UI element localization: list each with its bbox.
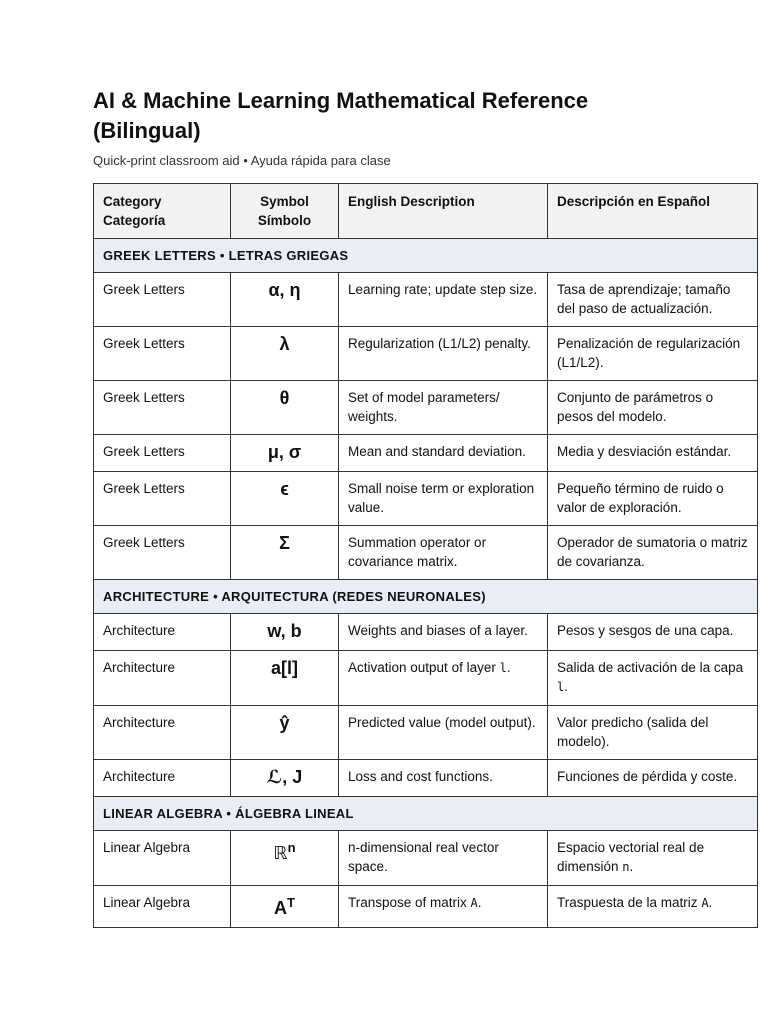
cell-english: Predicted value (model output).: [339, 706, 548, 760]
text-part: .: [506, 660, 511, 675]
header-english: English Description: [339, 184, 548, 239]
table-row: [94, 472, 758, 526]
header-category-es: Categoría: [103, 213, 166, 228]
cell-category: Greek Letters: [94, 435, 231, 472]
cell-spanish: Penalización de regularización (L1/L2).: [548, 327, 758, 381]
cell-category: Linear Algebra: [94, 886, 231, 928]
cell-spanish: [548, 886, 758, 928]
cell-symbol: θ: [231, 381, 339, 435]
cell-spanish: Media y desviación estándar.: [548, 435, 758, 472]
text-part: .: [708, 895, 713, 910]
table-row: [94, 435, 758, 472]
table-row: [94, 614, 758, 651]
header-symbol: [231, 184, 339, 239]
text-part: Espacio vectorial real de dimensión: [557, 840, 705, 874]
cell-english: [339, 831, 548, 886]
cell-category: Greek Letters: [94, 472, 231, 526]
cell-symbol: α, η: [231, 273, 339, 327]
text-part: Transpose of matrix: [348, 895, 471, 910]
table-row: [94, 273, 758, 327]
cell-spanish: [548, 651, 758, 706]
header-category-en: Category: [103, 194, 162, 209]
cell-english: Set of model parameters/ weights.: [339, 381, 548, 435]
cell-symbol: Σ: [231, 526, 339, 580]
symbol-superscript: T: [287, 895, 295, 910]
table-row: [94, 381, 758, 435]
header-category: [94, 184, 231, 239]
reference-table: [93, 183, 758, 928]
cell-english: Small noise term or exploration value.: [339, 472, 548, 526]
page-subtitle: Quick-print classroom aid • Ayuda rápida para clase: [93, 153, 391, 168]
cell-symbol: w, b: [231, 614, 339, 651]
inline-code: A: [701, 896, 709, 910]
header-symbol-en: Symbol: [260, 194, 309, 209]
inline-code: n: [622, 860, 630, 874]
cell-english: Mean and standard deviation.: [339, 435, 548, 472]
cell-spanish: Tasa de aprendizaje; tamaño del paso de actualización.: [548, 273, 758, 327]
section-label: LINEAR ALGEBRA • ÁLGEBRA LINEAL: [94, 797, 758, 831]
cell-spanish: Pesos y sesgos de una capa.: [548, 614, 758, 651]
text-part: Activation output of layer: [348, 660, 500, 675]
page: [93, 86, 757, 928]
cell-category: Architecture: [94, 614, 231, 651]
section-row-linear-algebra: [94, 797, 758, 831]
section-label: ARCHITECTURE • ARQUITECTURA (REDES NEURONALES): [94, 580, 758, 614]
cell-spanish: Conjunto de parámetros o pesos del modelo.: [548, 381, 758, 435]
cell-category: Architecture: [94, 706, 231, 760]
text-part: .: [564, 679, 568, 694]
cell-spanish: Pequeño término de ruido o valor de exploración.: [548, 472, 758, 526]
table-row: [94, 526, 758, 580]
table-row: [94, 831, 758, 886]
cell-symbol: μ, σ: [231, 435, 339, 472]
cell-spanish: [548, 831, 758, 886]
table-header-row: [94, 184, 758, 239]
cell-category: Greek Letters: [94, 526, 231, 580]
cell-spanish: Operador de sumatoria o matriz de covarianza.: [548, 526, 758, 580]
cell-english: Loss and cost functions.: [339, 760, 548, 797]
cell-symbol: [231, 831, 339, 886]
text-part: n-dimensional real vector space.: [348, 840, 499, 874]
cell-category: Greek Letters: [94, 381, 231, 435]
cell-category: Greek Letters: [94, 273, 231, 327]
cell-category: Architecture: [94, 651, 231, 706]
cell-english: Regularization (L1/L2) penalty.: [339, 327, 548, 381]
cell-symbol: ℒ, J: [231, 760, 339, 797]
cell-symbol: ϵ: [231, 472, 339, 526]
cell-symbol: λ: [231, 327, 339, 381]
page-title: AI & Machine Learning Mathematical Reference (Bilingual): [93, 88, 589, 143]
section-row-architecture: [94, 580, 758, 614]
cell-category: Architecture: [94, 760, 231, 797]
header-symbol-es: Símbolo: [257, 213, 312, 228]
text-part: Salida de activación de la capa: [557, 660, 744, 675]
cell-english: [339, 886, 548, 928]
section-label: GREEK LETTERS • LETRAS GRIEGAS: [94, 239, 758, 273]
table-row: [94, 327, 758, 381]
cell-english: [339, 651, 548, 706]
section-row-greek-letters: [94, 239, 758, 273]
cell-english: Summation operator or covariance matrix.: [339, 526, 548, 580]
cell-category: Linear Algebra: [94, 831, 231, 886]
inline-code: A: [470, 896, 478, 910]
table-row: [94, 651, 758, 706]
cell-category: Greek Letters: [94, 327, 231, 381]
table-row: [94, 706, 758, 760]
cell-symbol: ŷ: [231, 706, 339, 760]
text-part: Traspuesta de la matriz: [557, 895, 702, 910]
table-row: [94, 886, 758, 928]
table-row: [94, 760, 758, 797]
cell-spanish: Valor predicho (salida del modelo).: [548, 706, 758, 760]
header-spanish: Descripción en Español: [548, 184, 758, 239]
cell-symbol: a[l]: [231, 651, 339, 706]
inline-code: l: [499, 661, 507, 675]
cell-spanish: Funciones de pérdida y coste.: [548, 760, 758, 797]
text-part: .: [477, 895, 482, 910]
symbol-base: A: [274, 898, 288, 918]
symbol-superscript: n: [287, 840, 296, 855]
cell-english: Learning rate; update step size.: [339, 273, 548, 327]
cell-symbol: [231, 886, 339, 928]
cell-english: Weights and biases of a layer.: [339, 614, 548, 651]
inline-code: l: [557, 680, 565, 694]
text-part: .: [629, 859, 634, 874]
symbol-base: ℝ: [273, 843, 288, 863]
